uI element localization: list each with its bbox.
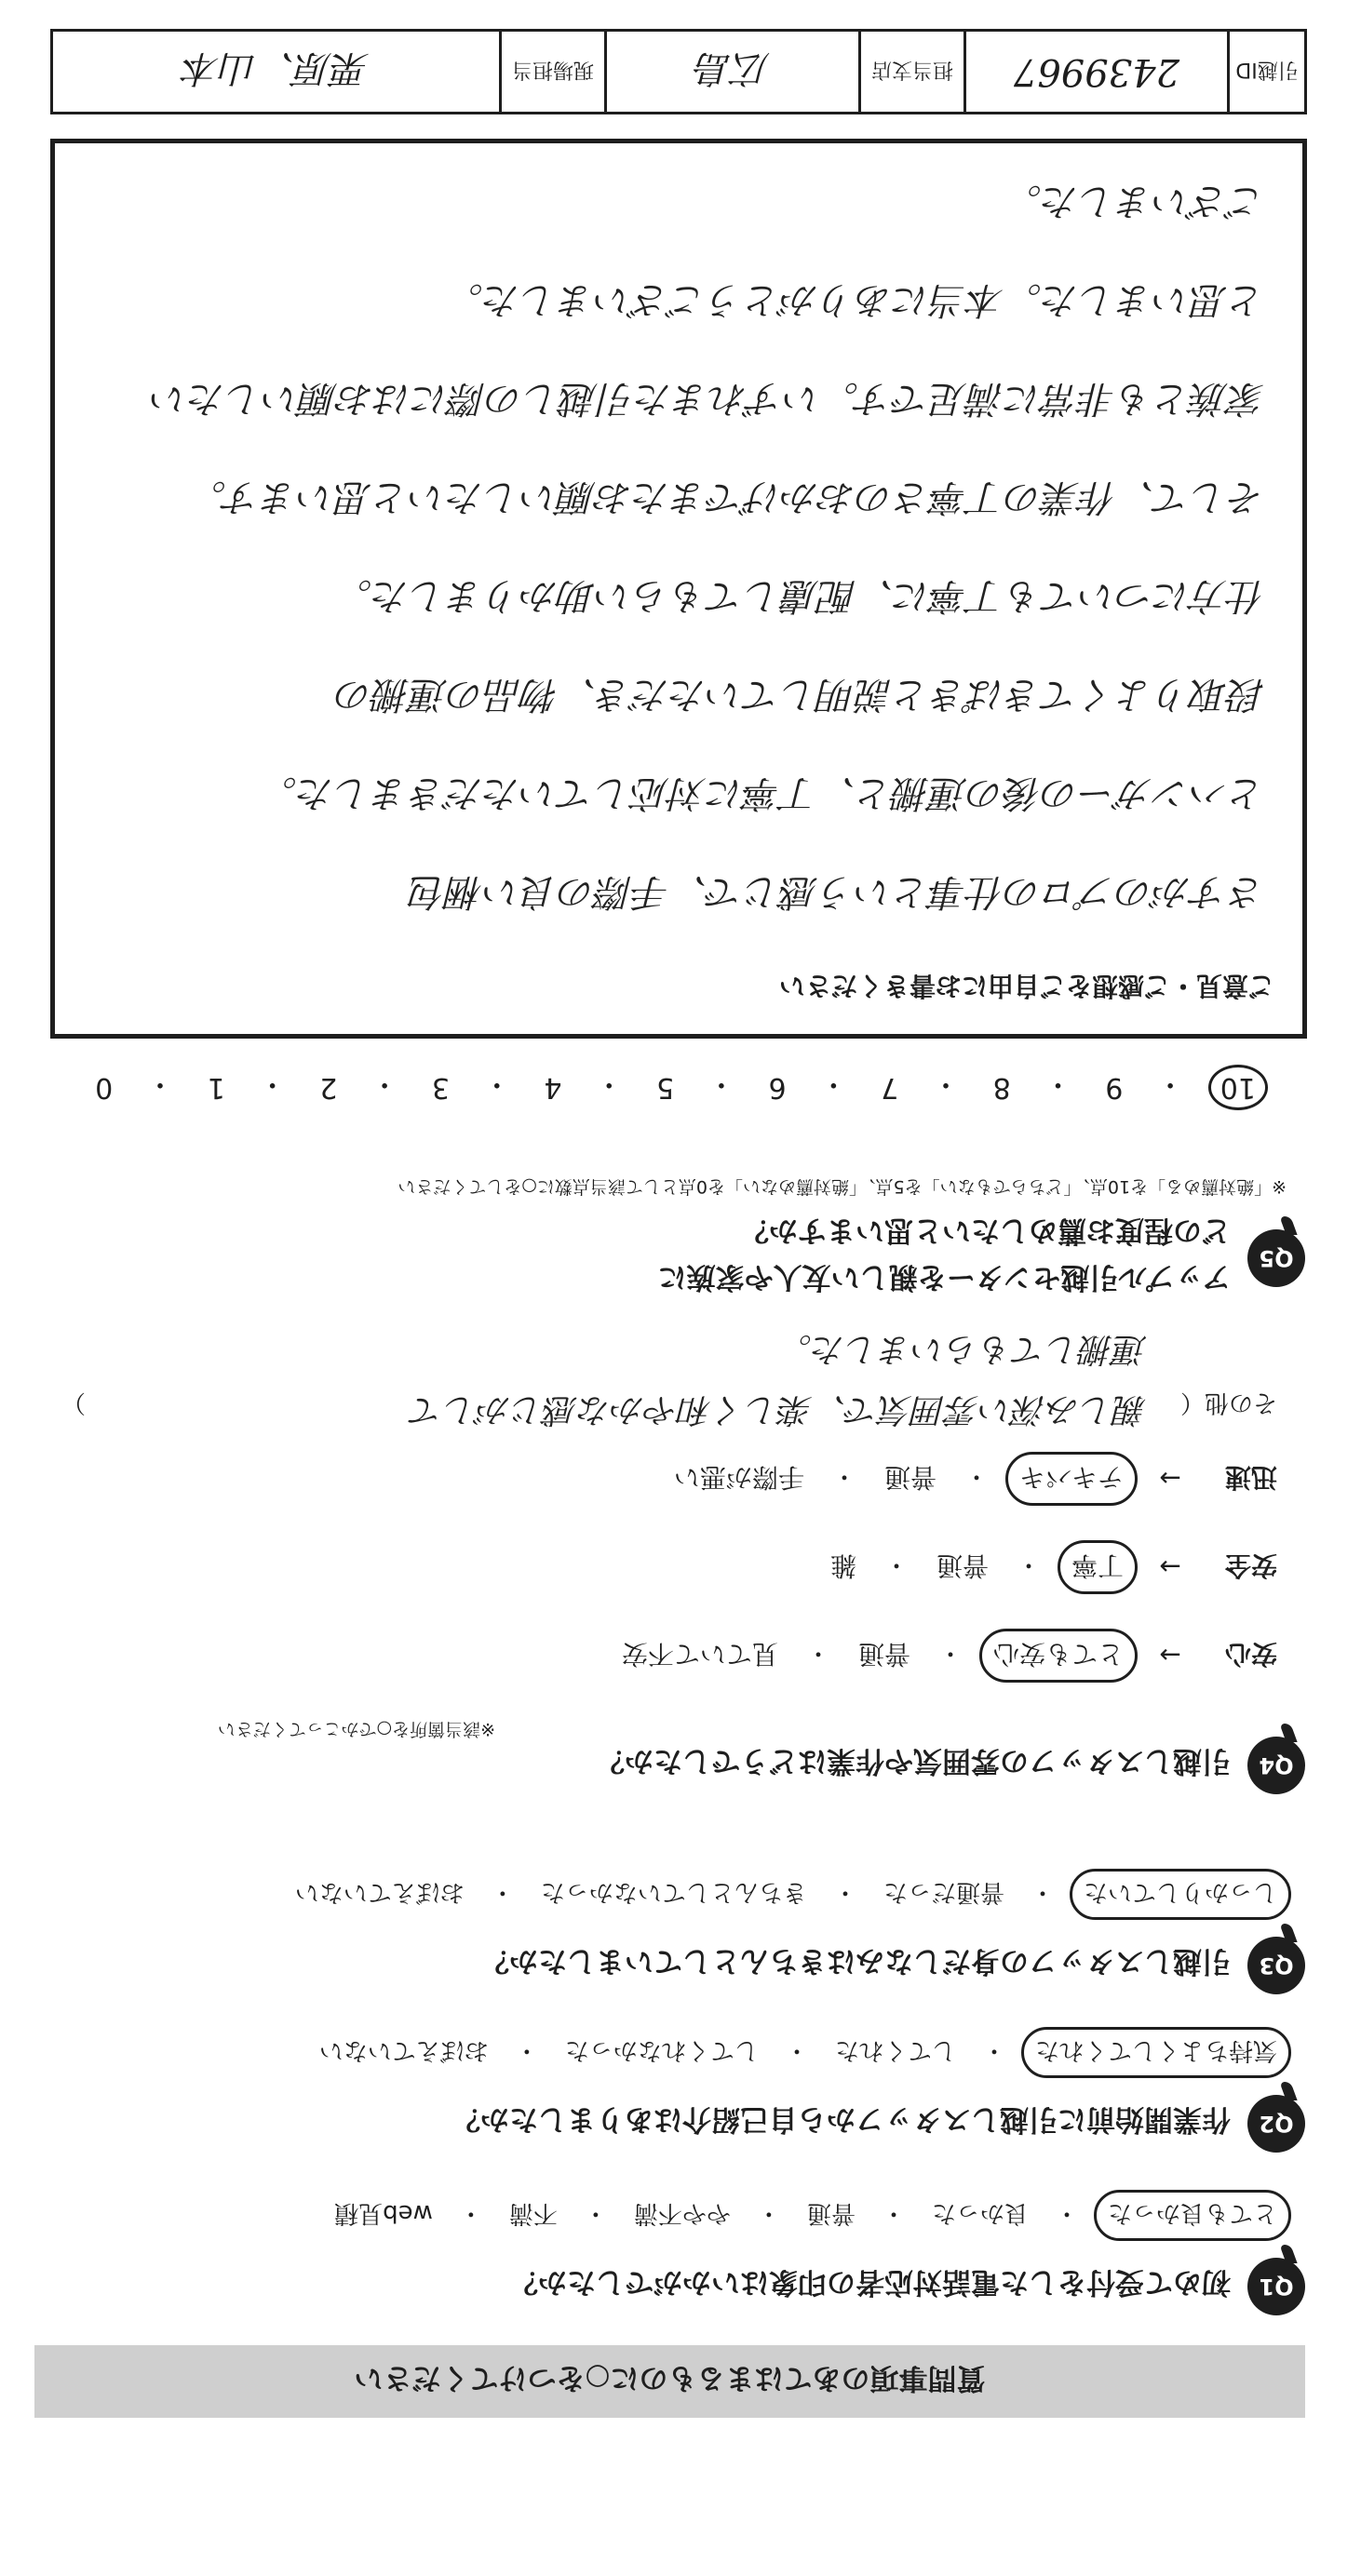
comment-line: と思いました。本当にありがとうございました。: [446, 278, 1265, 321]
comment-line: さすがのプロの仕事という感じで、手際の良い梱包: [409, 870, 1265, 913]
footer-table: [50, 29, 1307, 114]
q4-note: ※該当箇所を○でかこってください: [217, 1719, 495, 1739]
scale-6[interactable]: 6: [768, 1071, 787, 1104]
q4-row2-option-2[interactable]: 普通: [936, 1550, 989, 1581]
comment-title: ご意見・ご感想をご自由にお書きください: [778, 971, 1274, 1001]
comment-line: 家族とも非常に満足です。いずれまた引越しの際にはお願いしたい: [151, 377, 1265, 420]
q3-option-3[interactable]: きちんとしていなかった: [540, 1878, 807, 1906]
q4-row2-option-3[interactable]: 雑: [829, 1550, 856, 1581]
footer-team-label: 現場担当: [499, 32, 604, 112]
q3-question: 引越しスタッフの身だしなみはきちんとしていましたか？: [480, 1944, 1231, 1978]
comment-box[interactable]: [50, 139, 1307, 1039]
footer-team-value: 栗原、山本: [182, 47, 370, 90]
q4-row1-option-3[interactable]: 見ていて不安: [621, 1639, 778, 1670]
q1-option-5[interactable]: 不満: [508, 2199, 558, 2227]
footer-id-value: 2439967: [963, 32, 1227, 112]
q5-note: ※「絶対薦める」を10点、「どちらでもない」を5点、「絶対薦めない」を0点として該当点数に○をしてください: [398, 1176, 1287, 1197]
scale-10[interactable]: 10: [1208, 1065, 1268, 1110]
q5-badge-icon: Q5: [1247, 1229, 1305, 1287]
q4-row-speed: 迅速 → テキパキ ・ 普通 ・ 手際が悪い: [646, 1452, 1277, 1506]
q2-option-3[interactable]: してくれなかった: [564, 2036, 759, 2064]
q3-option-2[interactable]: 普通だった: [883, 1878, 1004, 1906]
q2-option-2[interactable]: してくれた: [834, 2036, 956, 2064]
scale-9[interactable]: 9: [1105, 1071, 1124, 1104]
q4-row-safety: 安全 → 丁寧 ・ 普通 ・ 雑: [802, 1540, 1277, 1594]
q5-scale: 10 ・ 9 ・ 8 ・ 7 ・ 6 ・ 5 ・ 4 ・ 3 ・ 2 ・ 1 ・ 0: [86, 1065, 1268, 1110]
q4-row1-option-2[interactable]: 普通: [857, 1639, 910, 1670]
q4-other: [1180, 1388, 1277, 1422]
q2-badge-icon: Q2: [1247, 2095, 1305, 2153]
q5-question-line1: アップル引越センターを親しい友人や家族に: [657, 1260, 1231, 1294]
q4-question: 引越しスタッフの雰囲気や作業はどうでしたか？: [596, 1744, 1231, 1778]
comment-line: ございました。: [1004, 180, 1265, 222]
footer-id-label: 引越ID: [1227, 32, 1304, 112]
q1-question: 初めて受付をした電話対応者の印象はいかがでしたか？: [509, 2265, 1231, 2299]
q4-row-safety-feeling: 安心 → とても安心 ・ 普通 ・ 見ていて不安: [594, 1629, 1277, 1683]
footer-branch-value: 広島: [604, 32, 858, 112]
scale-0[interactable]: 0: [95, 1071, 114, 1104]
arrow-right-icon: →: [1159, 1463, 1181, 1495]
q4-row3-option-2[interactable]: 普通: [883, 1462, 937, 1493]
q2-option-4[interactable]: おぼえていない: [318, 2036, 489, 2064]
q4-other-answer-line2[interactable]: 運搬してもらいました。: [777, 1330, 1147, 1368]
q3-options: しっかりしていた ・ 普通だった ・ きちんとしていなかった ・ おぼえていない: [284, 1869, 1291, 1920]
footer-branch-label: 担当支店: [858, 32, 963, 112]
instruction-band: [34, 2345, 1305, 2418]
q4-badge-icon: Q4: [1247, 1737, 1305, 1794]
instruction-text: 質問事項のあてはまるものに○をつけてください: [354, 2361, 986, 2395]
q1-option-2[interactable]: 良かった: [931, 2199, 1029, 2227]
arrow-right-icon: →: [1159, 1551, 1181, 1583]
q4-row3-option-3[interactable]: 手際が悪い: [673, 1462, 804, 1493]
comment-line: そして、作業の丁寧さのおかげでまたお願いしたいと思います。: [189, 476, 1265, 518]
q4-row1-option-1[interactable]: とても安心: [979, 1629, 1138, 1683]
scale-4[interactable]: 4: [544, 1071, 562, 1104]
q4-other-answer-line1[interactable]: 親しみ深い雰囲気で、楽しく和やかな感じがして: [410, 1390, 1147, 1429]
scale-5[interactable]: 5: [656, 1071, 675, 1104]
q4-row3-option-1[interactable]: テキパキ: [1005, 1452, 1138, 1506]
q1-option-6[interactable]: web見積: [334, 2199, 433, 2227]
q3-badge-icon: Q3: [1247, 1937, 1305, 1994]
q1-option-1[interactable]: とても良かった: [1094, 2190, 1291, 2241]
q4-row-label: 安全: [1224, 1550, 1277, 1581]
scale-3[interactable]: 3: [431, 1071, 450, 1104]
comment-line: 段取りよくてきぱきと説明していただき、物品の運搬の: [335, 673, 1265, 716]
q1-option-4[interactable]: やや不満: [633, 2199, 731, 2227]
comment-text: [83, 152, 1265, 941]
q4-other-label: その他（: [1179, 1389, 1277, 1416]
q1-option-3[interactable]: 普通: [806, 2199, 856, 2227]
scale-7[interactable]: 7: [881, 1071, 899, 1104]
q4-row-label: 迅速: [1224, 1462, 1277, 1493]
q2-question: 作業開始前に引越しスタッフから自己紹介はありましたか？: [451, 2102, 1231, 2136]
q1-options: とても良かった ・ 良かった ・ 普通 ・ やや不満 ・ 不満 ・ web見積: [323, 2190, 1291, 2241]
q1-badge-icon: Q1: [1247, 2258, 1305, 2315]
scale-2[interactable]: 2: [319, 1071, 338, 1104]
comment-line: 仕方についても丁寧に、配慮してもらい助かりました。: [334, 574, 1265, 617]
scale-8[interactable]: 8: [992, 1071, 1011, 1104]
scale-1[interactable]: 1: [207, 1071, 225, 1104]
q4-row2-option-1[interactable]: 丁寧: [1058, 1540, 1138, 1594]
q2-options: 気持ちよくしてくれた ・ してくれた ・ してくれなかった ・ おぼえていない: [308, 2027, 1291, 2078]
q3-option-1[interactable]: しっかりしていた: [1070, 1869, 1291, 1920]
q4-row-label: 安心: [1224, 1639, 1277, 1670]
q3-option-4[interactable]: おぼえていない: [294, 1878, 465, 1906]
comment-line: とハンガーの後の運搬と、丁寧に対応していただきました。: [260, 771, 1265, 814]
q2-option-1[interactable]: 気持ちよくしてくれた: [1021, 2027, 1291, 2078]
arrow-right-icon: →: [1159, 1640, 1181, 1671]
q5-question-line2: どの程度お薦めしたいと思いますか？: [740, 1214, 1231, 1247]
q4-other-close: ）: [61, 1389, 86, 1416]
